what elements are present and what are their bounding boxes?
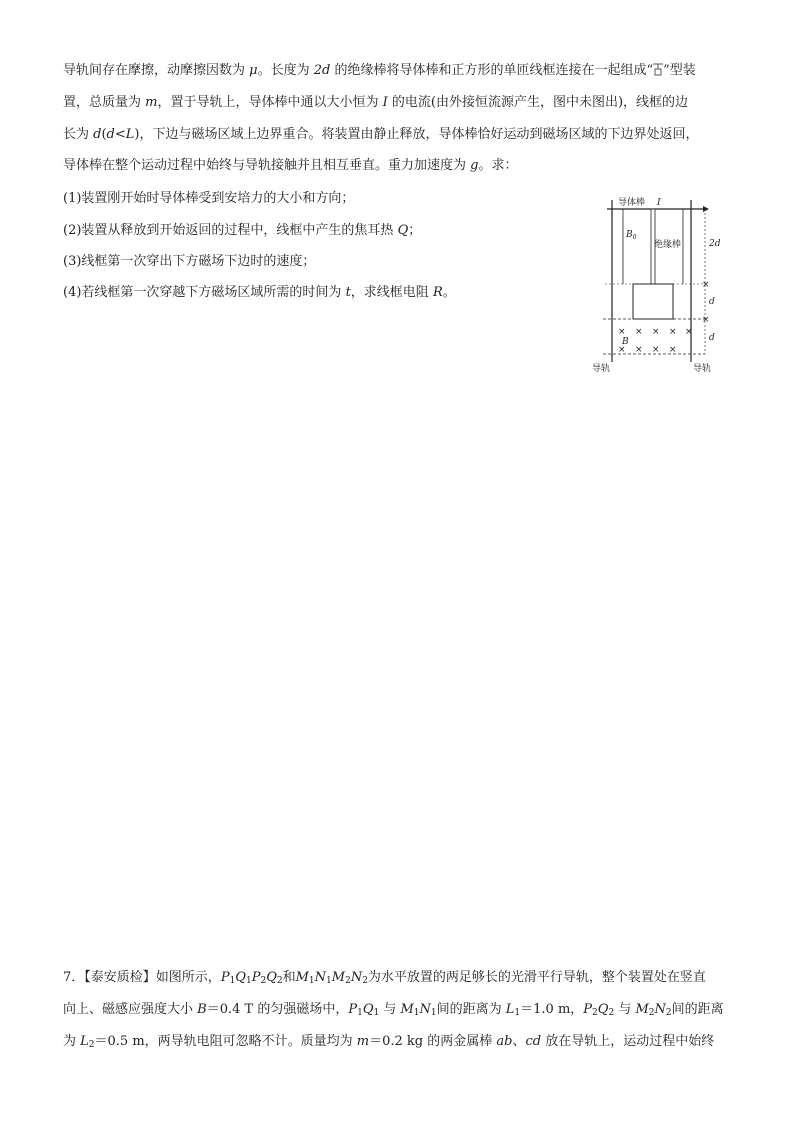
problem7-line-2 (63, 1001, 724, 1022)
subscript: 1 (308, 976, 315, 986)
label-d-upper: d (709, 297, 715, 307)
cross: × (635, 327, 643, 337)
var-g: g (470, 158, 479, 173)
text: ； (408, 223, 422, 238)
text: ＝0.5 m，两导轨电阻可忽略不计。质量均为 (94, 1034, 357, 1049)
cross: × (652, 345, 660, 355)
subscript: 1 (430, 1008, 437, 1018)
subscript: 1 (357, 1008, 363, 1018)
subscript: 2 (345, 976, 351, 986)
subscript: 1 (229, 976, 236, 986)
text: 和 (282, 970, 296, 985)
question-4 (63, 284, 456, 302)
text: ”型装 (663, 63, 696, 78)
subscript: 1 (245, 976, 252, 986)
label-b: B (622, 337, 629, 347)
var: P (251, 970, 261, 985)
var: cd (525, 1034, 542, 1049)
device-shape-icon (653, 63, 663, 76)
text: (4)若线框第一次穿越下方磁场区域所需的时间为 (63, 285, 346, 300)
cross: × (669, 327, 677, 337)
cross: × (669, 345, 677, 355)
text: ( (101, 127, 107, 142)
var: P (348, 1002, 358, 1017)
text: 如图所示， (155, 970, 221, 985)
source-tag: 【泰安质检】 (84, 970, 156, 985)
cross: × (685, 327, 693, 337)
text: ＝1.0 m， (520, 1002, 584, 1017)
var-mu: μ (249, 63, 258, 78)
problem6-line-3 (63, 126, 699, 144)
label-d-lower: d (709, 333, 715, 343)
cross: × (635, 345, 643, 355)
text: (2)装置从释放到开始返回的过程中，线框中产生的焦耳热 (63, 223, 398, 238)
text: ＝0.2 kg 的两金属棒 (369, 1034, 497, 1049)
var: L (80, 1034, 89, 1049)
var: Q (597, 1002, 609, 1017)
label-rail-right: 导轨 (693, 364, 712, 374)
var-d: d (106, 127, 115, 142)
subscript: 1 (514, 1008, 521, 1018)
var-d: d (93, 127, 102, 142)
text: 长为 (63, 127, 94, 142)
problem6-line-1 (63, 62, 696, 80)
var: P (583, 1002, 593, 1017)
text: 间的距离为 (436, 1002, 506, 1017)
subscript: 2 (608, 1008, 615, 1018)
rail-diagram (585, 192, 725, 378)
subscript: 1 (326, 976, 332, 986)
text: 间的距离 (671, 1002, 724, 1017)
text: ，求线框电阻 (350, 285, 433, 300)
cross: × (702, 280, 710, 290)
var-Q: Q (397, 223, 409, 238)
cross: × (702, 315, 710, 325)
subscript: 2 (648, 1008, 655, 1018)
var: L (505, 1002, 515, 1017)
text: 、 (512, 1034, 526, 1049)
text: 的绝缘棒将导体棒和正方形的单匝线框连接在一起组成“ (330, 63, 654, 78)
text: 。长度为 (257, 63, 314, 78)
subscript: 2 (88, 1040, 95, 1050)
cross: × (652, 327, 660, 337)
var: M (635, 1002, 649, 1017)
var: Q (235, 970, 246, 985)
label-2d: 2d (709, 239, 721, 249)
text: 放在导轨上，运动过程中始终 (541, 1034, 715, 1049)
var: M (400, 1002, 414, 1017)
text: 为水平放置的两足够长的光滑平行导轨，整个装置处在竖直 (367, 970, 706, 985)
subscript: 2 (276, 976, 283, 986)
text: 为 (63, 1034, 81, 1049)
problem7-line-1 (63, 969, 706, 990)
text: ＝0.4 T 的匀强磁场中， (206, 1002, 349, 1017)
var: Q (362, 1002, 374, 1017)
var-t: t (345, 285, 351, 300)
text: 的电流(由外接恒流源产生，图中未图出)，线框的边 (387, 95, 689, 110)
question-2 (63, 222, 421, 240)
cross: × (618, 345, 626, 355)
var-I: I (382, 95, 388, 110)
var: N (314, 970, 327, 985)
label-rail-left: 导轨 (592, 364, 611, 374)
var: N (419, 1002, 431, 1017)
text: 导轨间存在摩擦，动摩擦因数为 (63, 63, 250, 78)
subscript: 2 (260, 976, 267, 986)
label-b0: $B_0$ (626, 230, 637, 241)
question-3: (3)线框第一次穿出下方磁场下边时的速度； (63, 254, 316, 269)
text: 与 (614, 1002, 636, 1017)
var-m: m (145, 95, 158, 110)
text: 。求： (478, 158, 518, 173)
var: M (295, 970, 309, 985)
var: m (356, 1034, 370, 1049)
var: N (654, 1002, 666, 1017)
label-conductor: 导体棒 (618, 198, 646, 208)
problem6-line-4 (63, 157, 517, 175)
var-R: R (432, 285, 443, 300)
text: 与 (379, 1002, 401, 1017)
subscript: 2 (665, 1008, 672, 1018)
label-insulator: 绝缘棒 (654, 240, 682, 250)
subscript: 2 (592, 1008, 598, 1018)
subscript: 1 (373, 1008, 380, 1018)
label-current: I (657, 198, 661, 208)
subscript: 2 (362, 976, 368, 986)
text: 导体棒在整个运动过程中始终与导轨接触并且相互垂直。重力加速度为 (63, 158, 471, 173)
square-loop (633, 284, 673, 319)
problem6-line-2 (63, 94, 688, 112)
problem-number: 7． (63, 970, 85, 985)
text: )，下边与磁场区域上边界重合。将装置由静止释放，导体棒恰好运动到磁场区域的下边界处返回， (134, 127, 699, 142)
text: < (114, 127, 126, 142)
var: B (197, 1002, 207, 1017)
arrow-right-icon (703, 206, 709, 212)
subscript: 1 (413, 1008, 420, 1018)
text: 置，总质量为 (63, 95, 146, 110)
var: M (331, 970, 346, 985)
cross: × (618, 327, 626, 337)
text: 向上、磁感应强度大小 (63, 1002, 198, 1017)
var: ab (496, 1034, 513, 1049)
text: ，置于导轨上，导体棒中通以大小恒为 (157, 95, 383, 110)
var: P (220, 970, 230, 985)
problem7-line-3 (63, 1033, 714, 1054)
var: N (350, 970, 363, 985)
var-2d: 2d (313, 63, 331, 78)
var: Q (266, 970, 277, 985)
var-L: L (125, 127, 135, 142)
question-1: (1)装置刚开始时导体棒受到安培力的大小和方向； (63, 191, 355, 206)
text: 。 (442, 285, 456, 300)
